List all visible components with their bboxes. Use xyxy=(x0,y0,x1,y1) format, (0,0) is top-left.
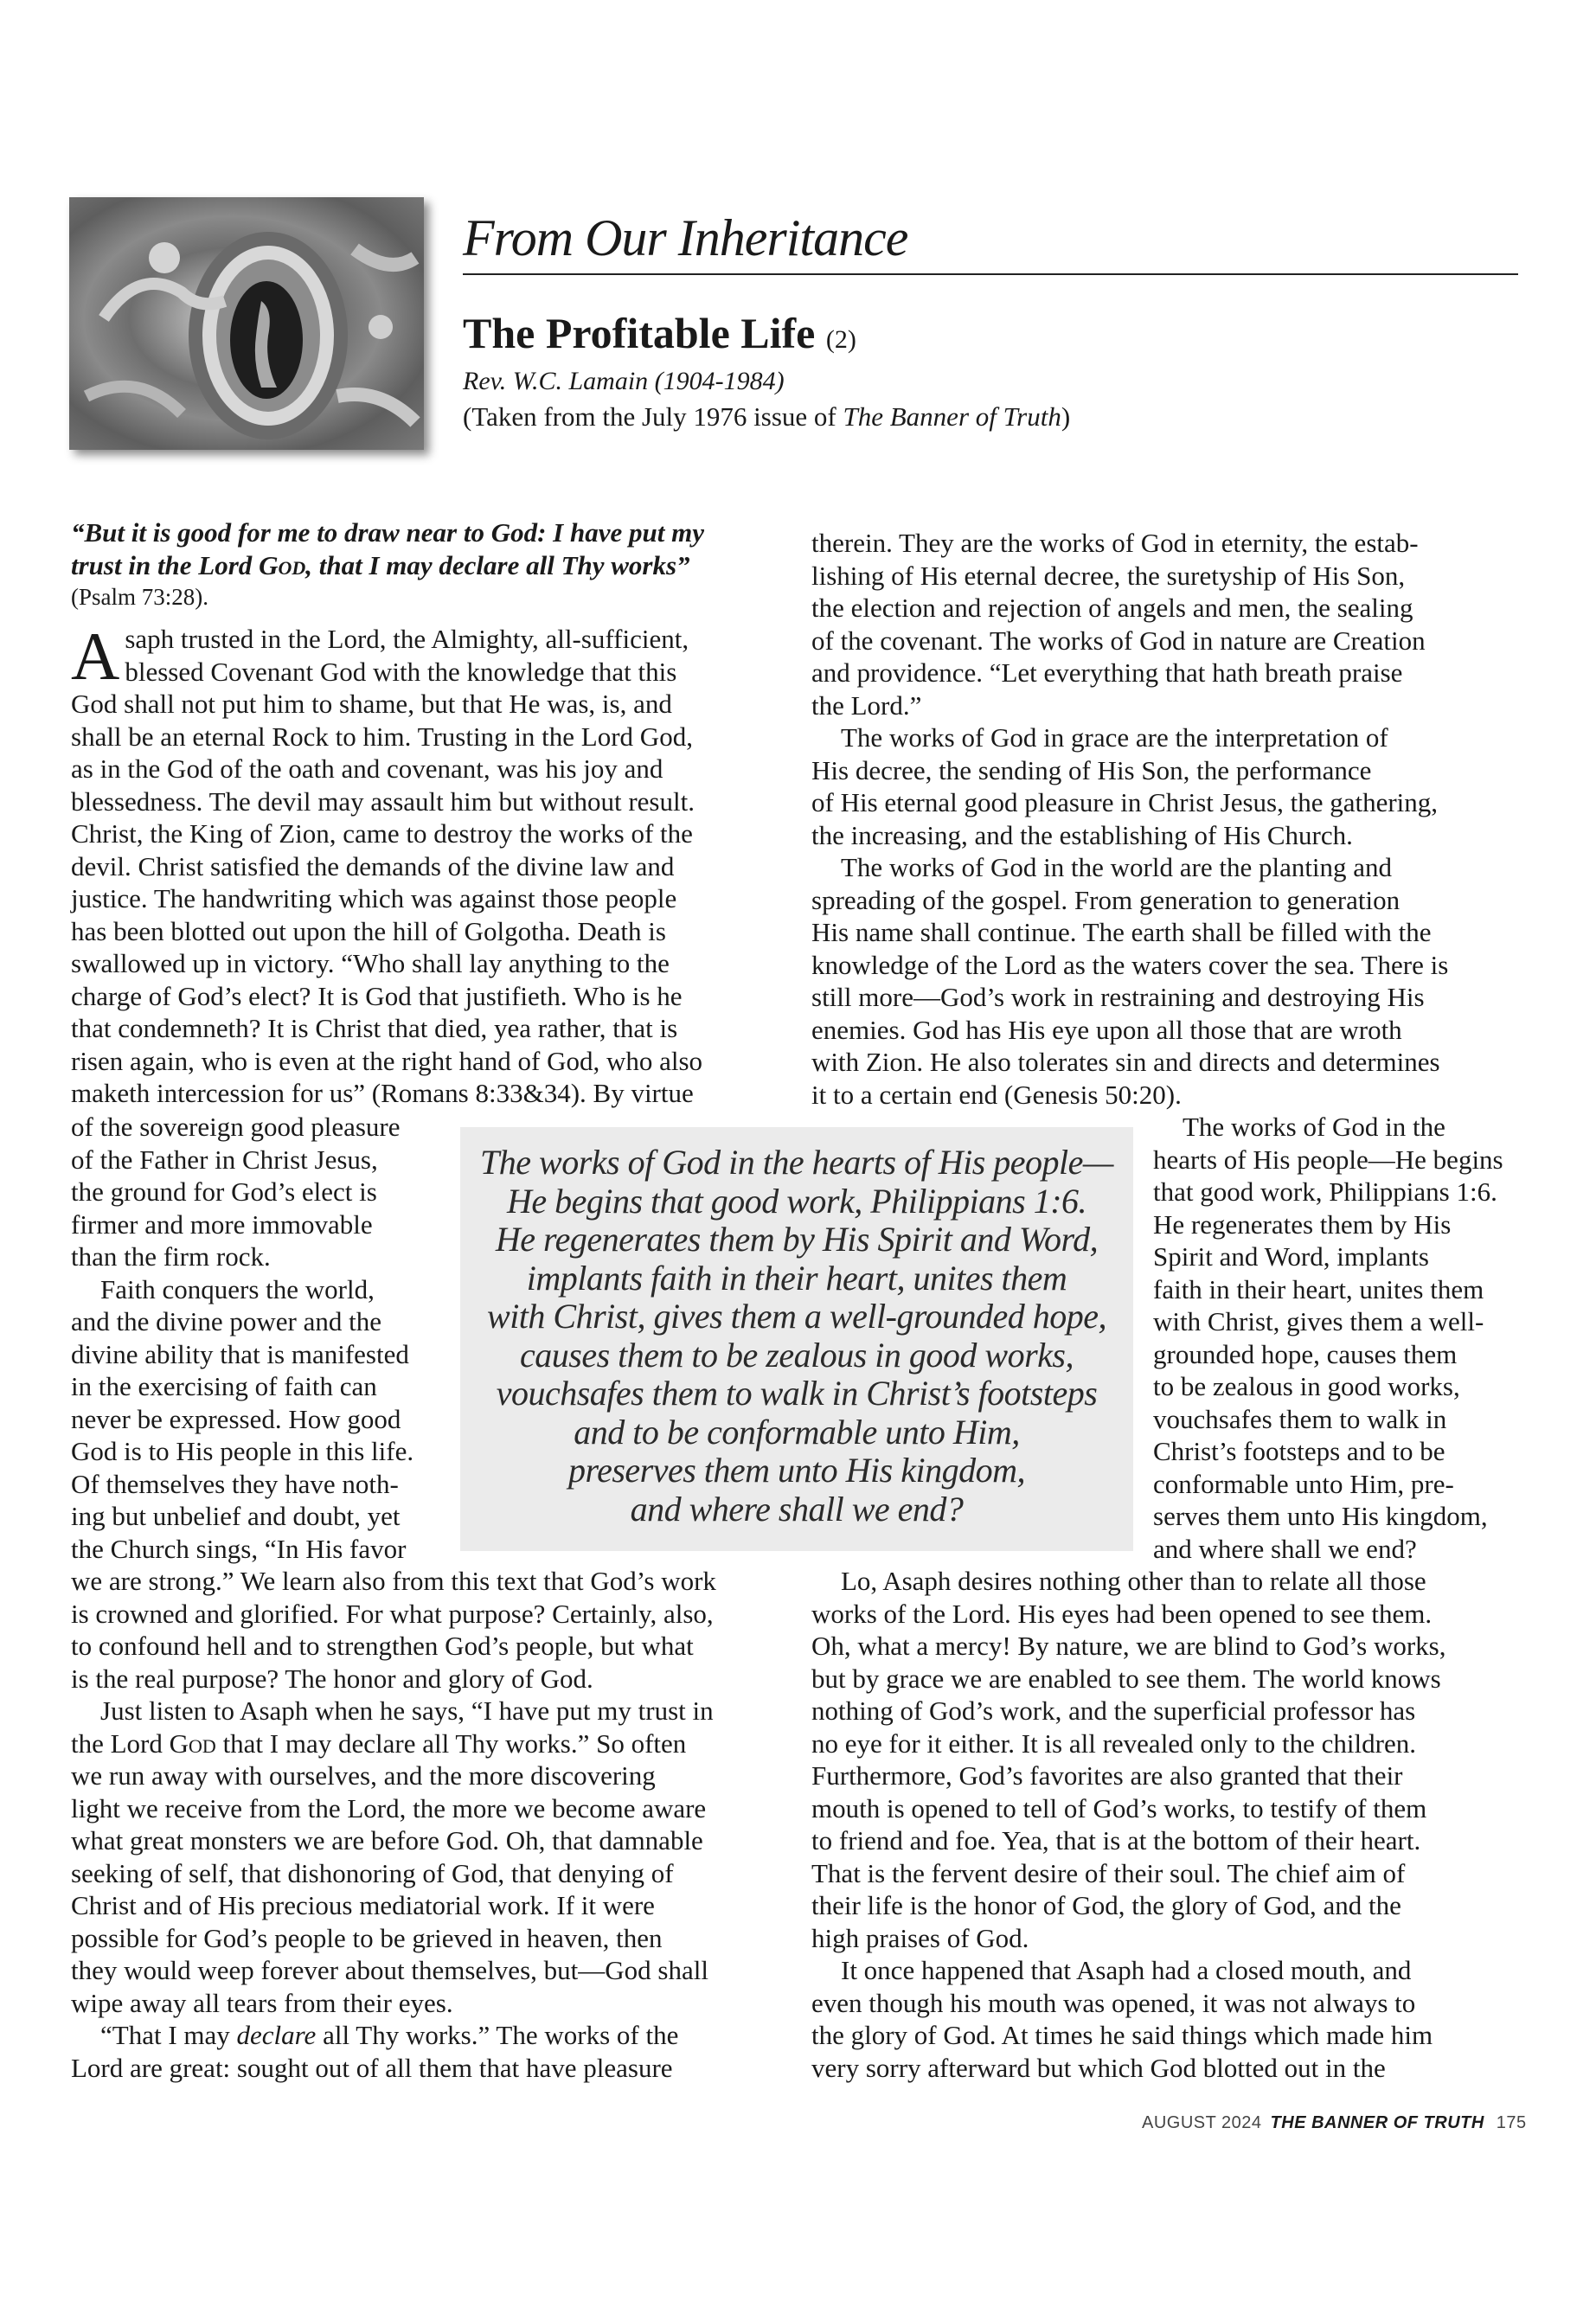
text-line: the increasing, and the establishing of His Church. xyxy=(811,819,1353,850)
text-line: we run away with ourselves, and the more discovering xyxy=(71,1760,656,1791)
text-line: is crowned and glorified. For what purpose? Certainly, also, xyxy=(71,1598,714,1629)
text-line: enemies. God has His eye upon all those that are wroth xyxy=(811,1014,1402,1045)
pull-quote-line: The works of God in the hearts of His people— xyxy=(480,1143,1113,1182)
footer-issue-date: AUGUST 2024 xyxy=(1142,2113,1262,2132)
text-line: maketh intercession for us” (Romans 8:33&34). By virtue xyxy=(71,1078,694,1108)
text-line: to friend and foe. Yea, that is at the bottom of their heart. xyxy=(811,1825,1421,1856)
text-line: in the exercising of faith can xyxy=(71,1371,377,1401)
text-line: Of themselves they have noth- xyxy=(71,1468,399,1499)
text-line: even though his mouth was opened, it was not always to xyxy=(811,1987,1416,2018)
article-title-text: The Profitable Life xyxy=(463,309,816,357)
text-line: ing but unbelief and doubt, yet xyxy=(71,1501,401,1531)
text-line: the ground for God’s elect is xyxy=(71,1176,377,1207)
text-line: grounded hope, causes them xyxy=(1153,1338,1458,1369)
text-line: hearts of His people—He begins xyxy=(1153,1144,1503,1175)
text-line: God shall not put him to shame, but that He was, is, and xyxy=(71,689,672,719)
column-1-body-top xyxy=(71,619,703,1110)
pull-quote-line: with Christ, gives them a well-grounded hope, xyxy=(487,1297,1106,1336)
source-prefix: (Taken from the July 1976 issue of xyxy=(463,401,843,432)
text-line: wipe away all tears from their eyes. xyxy=(71,1987,453,2018)
epigraph-line: “But it is good for me to draw near to God: I have put my xyxy=(71,517,704,548)
text-line: and providence. “Let everything that hath breath praise xyxy=(811,657,1403,688)
dropcap-paragraph xyxy=(71,619,702,694)
text-line: of the covenant. The works of God in nature are Creation xyxy=(811,625,1426,656)
author-byline: Rev. W.C. Lamain (1904-1984) xyxy=(463,367,785,395)
text-line: Lo, Asaph desires nothing other than to relate all those xyxy=(841,1566,1426,1596)
text-line: very sorry afterward but which God blotted out in the xyxy=(811,2052,1386,2083)
text-line: and the divine power and the xyxy=(71,1306,381,1336)
epigraph-reference: (Psalm 73:28). xyxy=(71,584,208,610)
text-line: with Zion. He also tolerates sin and directs and determines xyxy=(811,1047,1440,1077)
source-publication: The Banner of Truth xyxy=(843,401,1061,432)
text-line: as in the God of the oath and covenant, was his joy and xyxy=(71,753,663,784)
column-2-body-narrow xyxy=(1153,1111,1503,1565)
column-1-body-bottom xyxy=(71,1565,716,2084)
column-2-body-bottom xyxy=(811,1565,1445,2084)
text-line: shall be an eternal Rock to him. Trusting in the Lord God, xyxy=(71,721,693,752)
text-line: Spirit and Word, implants xyxy=(1153,1241,1429,1272)
text-line: to be zealous in good works, xyxy=(1153,1371,1460,1401)
text-line: It once happened that Asaph had a closed mouth, and xyxy=(841,1955,1412,1985)
text-line: of the Father in Christ Jesus, xyxy=(71,1144,378,1175)
title-divider xyxy=(463,273,1518,275)
text-line: of the sovereign good pleasure xyxy=(71,1112,401,1142)
text-line: saph trusted in the Lord, the Almighty, all-sufficient, xyxy=(125,624,689,654)
footer-magazine-name: THE BANNER OF TRUTH xyxy=(1270,2113,1484,2132)
text-line: Furthermore, God’s favorites are also granted that their xyxy=(811,1760,1403,1791)
page-number: 175 xyxy=(1496,2113,1527,2132)
text-line: “That I may declare all Thy works.” The works of the xyxy=(100,2020,679,2050)
text-line: Christ and of His precious mediatorial work. If it were xyxy=(71,1890,655,1920)
text-line: swallowed up in victory. “Who shall lay anything to the xyxy=(71,948,670,978)
text-line: to confound hell and to strengthen God’s people, but what xyxy=(71,1631,694,1661)
section-title: From Our Inheritance xyxy=(463,209,908,266)
text-line: mouth is opened to tell of God’s works, to testify of them xyxy=(811,1792,1427,1823)
text-line: charge of God’s elect? It is God that justifieth. Who is he xyxy=(71,980,683,1011)
text-line: therein. They are the works of God in eternity, the estab- xyxy=(811,528,1419,558)
text-line: seeking of self, that dishonoring of God, that denying of xyxy=(71,1857,674,1888)
text-line: Faith conquers the world, xyxy=(100,1273,375,1304)
text-line: serves them unto His kingdom, xyxy=(1153,1501,1488,1531)
text-line: with Christ, gives them a well- xyxy=(1153,1306,1484,1336)
text-line: that condemneth? It is Christ that died, yea rather, that is xyxy=(71,1013,678,1043)
ornate-seal-photo xyxy=(69,197,424,450)
text-line: That is the fervent desire of their soul. The chief aim of xyxy=(811,1857,1406,1888)
text-line: nothing of God’s work, and the superficial professor has xyxy=(811,1695,1416,1726)
text-line: the Lord God that I may declare all Thy works.” So often xyxy=(71,1727,687,1759)
text-line: their life is the honor of God, the glory of God, and the xyxy=(811,1890,1401,1920)
pull-quote-line: causes them to be zealous in good works, xyxy=(520,1335,1074,1375)
drop-cap: A xyxy=(71,619,120,694)
text-line: lishing of His eternal decree, the suretyship of His Son, xyxy=(811,560,1406,591)
text-line: conformable unto Him, pre- xyxy=(1153,1468,1454,1499)
pull-quote-line: and where shall we end? xyxy=(630,1489,964,1529)
text-line: has been blotted out upon the hill of Golgotha. Death is xyxy=(71,915,666,946)
text-line: Oh, what a mercy! By nature, we are blind to God’s works, xyxy=(811,1631,1446,1661)
text-line: The works of God in grace are the interpretation of xyxy=(841,722,1388,753)
text-line: blessed Covenant God with the knowledge that this xyxy=(125,656,677,687)
text-line: His name shall continue. The earth shall be filled with the xyxy=(811,917,1432,947)
text-line: Christ, the King of Zion, came to destroy the works of the xyxy=(71,818,693,849)
text-line: Christ’s footsteps and to be xyxy=(1153,1436,1445,1466)
text-line: high praises of God. xyxy=(811,1922,1029,1953)
source-suffix: ) xyxy=(1061,401,1071,432)
text-line: God is to His people in this life. xyxy=(71,1436,414,1466)
source-note xyxy=(463,400,1070,434)
page-footer xyxy=(1142,2113,1527,2133)
text-line: the glory of God. At times he said things which made him xyxy=(811,2020,1433,2050)
text-line: divine ability that is manifested xyxy=(71,1338,409,1369)
text-line: they would weep forever about themselves, but—God shall xyxy=(71,1955,708,1985)
pull-quote-line: implants faith in their heart, unites them xyxy=(526,1258,1067,1298)
text-line: justice. The handwriting which was against those people xyxy=(71,883,677,913)
text-line: faith in their heart, unites them xyxy=(1153,1273,1484,1304)
text-line: no eye for it either. It is all revealed only to the children. xyxy=(811,1727,1416,1759)
text-line: He regenerates them by His xyxy=(1153,1208,1452,1240)
text-line: The works of God in the world are the planting and xyxy=(841,852,1393,882)
text-line: The works of God in the xyxy=(1183,1112,1445,1142)
epigraph-line: trust in the Lord God, that I may declare all Thy works” xyxy=(71,549,690,580)
article-title xyxy=(463,307,856,366)
text-line: Just listen to Asaph when he says, “I have put my trust in xyxy=(100,1695,714,1726)
seal-image-icon xyxy=(69,197,424,450)
text-line: spreading of the gospel. From generation to generation xyxy=(811,884,1401,915)
text-line: firmer and more immovable xyxy=(71,1208,373,1240)
text-line: and where shall we end? xyxy=(1153,1533,1417,1564)
column-2-body-top xyxy=(811,527,1448,1111)
text-line: knowledge of the Lord as the waters cover the sea. There is xyxy=(811,949,1449,980)
pull-quote-line: vouchsafes them to walk in Christ’s footsteps xyxy=(496,1374,1098,1413)
pull-quote-line: and to be conformable unto Him, xyxy=(574,1412,1020,1452)
text-line: blessedness. The devil may assault him but without result. xyxy=(71,785,695,817)
text-line: devil. Christ satisfied the demands of the divine law and xyxy=(71,850,675,881)
text-line: is the real purpose? The honor and glory of God. xyxy=(71,1663,593,1694)
text-line: vouchsafes them to walk in xyxy=(1153,1403,1447,1434)
text-line: but by grace we are enabled to see them. The world knows xyxy=(811,1663,1441,1694)
text-line: works of the Lord. His eyes had been opened to see them. xyxy=(811,1598,1433,1629)
text-line: of His eternal good pleasure in Christ Jesus, the gathering, xyxy=(811,787,1439,817)
text-line: the Lord.” xyxy=(811,689,922,721)
text-line: possible for God’s people to be grieved in heaven, then xyxy=(71,1922,663,1953)
text-line: what great monsters we are before God. Oh, that damnable xyxy=(71,1825,703,1856)
text-line: than the firm rock. xyxy=(71,1241,271,1272)
text-line: never be expressed. How good xyxy=(71,1403,401,1434)
text-line: it to a certain end (Genesis 50:20). xyxy=(811,1079,1182,1110)
pull-quote-line: He regenerates them by His Spirit and Word, xyxy=(495,1220,1099,1259)
text-line: the Church sings, “In His favor xyxy=(71,1533,407,1564)
article-part: (2) xyxy=(825,325,856,354)
column-1-body-narrow xyxy=(71,1111,413,1565)
pull-quote-line: He begins that good work, Philippians 1:6. xyxy=(506,1181,1087,1221)
pull-quote xyxy=(460,1144,1133,1529)
text-line: His decree, the sending of His Son, the performance xyxy=(811,754,1372,785)
text-line: risen again, who is even at the right hand of God, who also xyxy=(71,1045,703,1076)
pull-quote-line: preserves them unto His kingdom, xyxy=(568,1451,1025,1490)
text-line: we are strong.” We learn also from this text that God’s work xyxy=(71,1566,716,1596)
text-line: Lord are great: sought out of all them that have pleasure xyxy=(71,2052,673,2083)
text-line: light we receive from the Lord, the more we become aware xyxy=(71,1792,707,1823)
text-line: still more—God’s work in restraining and destroying His xyxy=(811,982,1425,1012)
text-line: the election and rejection of angels and men, the sealing xyxy=(811,593,1413,623)
epigraph xyxy=(71,516,704,614)
text-line: that good work, Philippians 1:6. xyxy=(1153,1176,1497,1207)
